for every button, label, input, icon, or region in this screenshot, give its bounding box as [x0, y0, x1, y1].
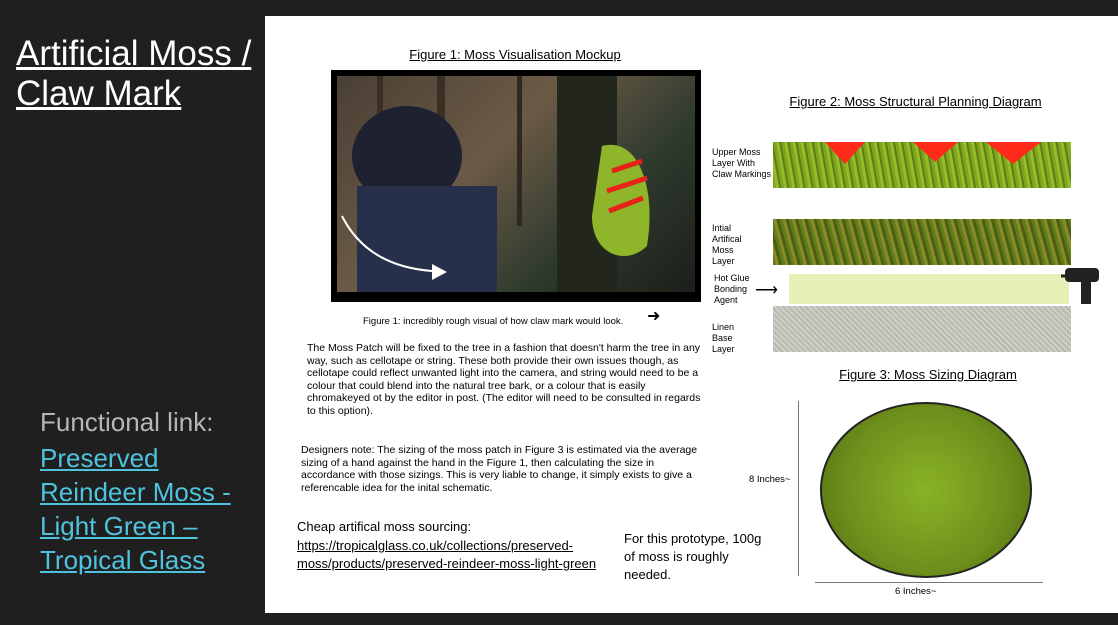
moss-mockup-image — [331, 70, 701, 302]
figure-1-caption: Figure 1: incredibly rough visual of how claw mark would look. — [363, 316, 624, 327]
width-measure-line — [815, 582, 1043, 583]
functional-link-label: Functional link: — [40, 407, 214, 437]
source-title: Cheap artifical moss sourcing: — [297, 519, 472, 534]
figure-2-title: Figure 2: Moss Structural Planning Diagram — [789, 94, 1042, 109]
figure-1-title: Figure 1: Moss Visualisation Mockup — [409, 47, 621, 62]
height-measure-line — [798, 401, 799, 576]
slide-title: Artificial Moss / Claw Mark — [16, 34, 252, 113]
upper-moss-layer — [773, 142, 1071, 188]
initial-layer-label: Intial Artifical Moss Layer — [712, 223, 742, 266]
hot-glue-layer — [789, 274, 1069, 304]
linen-base-layer — [773, 306, 1071, 352]
linen-layer-label: Linen Base Layer — [712, 322, 735, 354]
glue-gun-icon — [1061, 258, 1109, 308]
forest-scene — [337, 76, 695, 292]
prototype-note: For this prototype, 100g of moss is roughly needed. — [624, 531, 762, 582]
arrow-right-icon: ⟶ — [755, 282, 778, 299]
upper-layer-label: Upper Moss Layer With Claw Markings — [712, 147, 772, 179]
claw-markings — [773, 142, 1071, 188]
arrow-icon: ➜ — [647, 308, 661, 325]
width-label: 6 Inches~ — [895, 586, 937, 597]
moss-fixing-paragraph: The Moss Patch will be fixed to the tree in a fashion that doesn't harm the tree in any way, such as cellotape or string. These both provide their own issues though, as cellotape could reflect unwanted light into the camera, and string would need to be a colour that could blend into the natural tree bark, or a colour that is easily chromakeyed ot by the editor in post. (The editor will need to be consulted in regards to this option). — [307, 342, 701, 417]
source-link[interactable]: https://tropicalglass.co.uk/collections/preserved-moss/products/preserved-reindeer-moss-light-green — [297, 538, 597, 571]
figure-3-title: Figure 3: Moss Sizing Diagram — [839, 367, 1017, 382]
designers-note: Designers note: The sizing of the moss patch in Figure 3 is estimated via the average sizing of a hand against the hand in the Figure 1, then calculating the size in accordance with those sizings. This is very liable to change, it simply exists to give a referencable idea for the inital schematic. — [301, 444, 698, 494]
document-page — [265, 16, 1118, 613]
moss-patch-ellipse — [820, 402, 1032, 578]
glue-layer-label: Hot Glue Bonding Agent — [714, 273, 750, 305]
initial-moss-layer — [773, 219, 1071, 265]
functional-link[interactable]: Preserved Reindeer Moss - Light Green – Tropical Glass — [40, 443, 231, 575]
mockup-illustration — [337, 76, 695, 292]
height-label: 8 Inches~ — [749, 474, 791, 485]
